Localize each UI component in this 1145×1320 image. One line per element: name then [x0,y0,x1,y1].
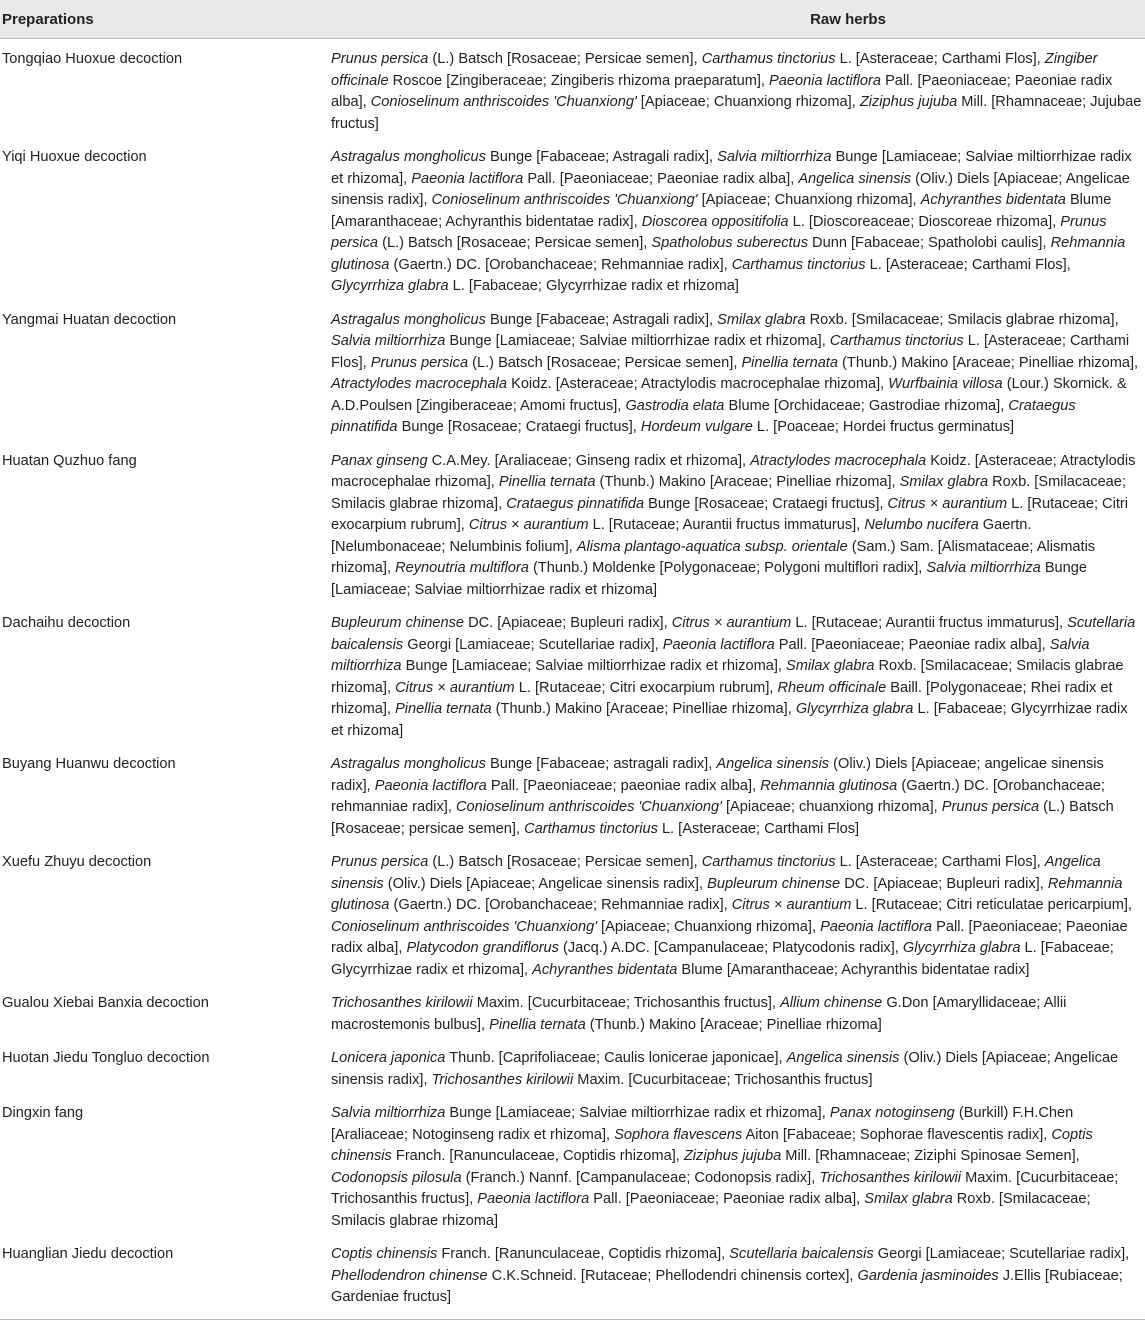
header-raw-herbs: Raw herbs [331,0,1145,39]
herb-details: DC. [Apiaceae; Bupleuri radix], [464,615,672,631]
raw-herbs-cell [331,1234,1145,1319]
herb-details: Franch. [Ranunculaceae, Coptidis rhizoma], [391,1148,684,1164]
species-name: Rehmannia glutinosa [760,777,898,794]
species-name: Phellodendron chinense [331,1267,488,1284]
species-name: Astragalus mongholicus [331,149,486,165]
herb-details: Blume [Amaranthaceae; Achyranthis bidentatae radix], [331,192,1112,230]
herb-details: J.Ellis [Rubiaceae; Gardeniae fructus] [331,1267,1123,1305]
herb-details: (L.) Batsch [Rosaceae; Persicae semen], [378,235,652,251]
raw-herbs-cell [331,137,1145,300]
table-header-row [0,0,1145,39]
preparation-name: Gualou Xiebai Banxia decoction [2,995,209,1011]
species-name: Scutellaria baicalensis [331,615,1136,653]
raw-herbs-cell [331,603,1145,744]
species-name: Nelumbo nucifera [864,517,979,533]
species-name: Rehmannia glutinosa [331,875,1123,913]
species-name: Salvia miltiorrhiza [331,636,1090,674]
herb-details: Bunge [Lamiaceae; Salviae miltiorrhizae radix et rhizoma] [331,560,1088,598]
herb-details: (Oliv.) Diels [Apiaceae; Angelicae sinensis radix], [331,1050,1119,1088]
species-name: Prunus persica [331,51,429,67]
species-name: Carthamus tinctorius [829,333,964,349]
herb-details: (Oliv.) Diels [Apiaceae; Angelicae sinensis radix], [383,875,708,892]
species-name: Carthamus tinctorius [701,51,836,67]
herb-details: (L.) Batsch [Rosaceae; Persicae semen], [428,854,702,870]
herb-details: L. [Fabaceae; Glycyrrhizae radix et rhizoma] [331,701,1128,739]
species-name: Sophora flavescens [614,1126,743,1143]
species-name: Astragalus mongholicus [331,311,486,328]
herb-details: L. [Asteraceae; Carthami Flos], [835,854,1045,870]
herb-details: Pall. [Paeoniaceae; Paeoniae radix alba], [331,918,1128,956]
herb-details: Maxim. [Cucurbitaceae; Trichosanthis fructus] [573,1071,873,1088]
species-name: Paeonia lactiflora [820,918,933,935]
species-name: Codonopsis pilosula [331,1169,462,1186]
herb-details: L. [Fabaceae; Glycyrrhizae radix et rhizoma], [331,940,1114,978]
preparation-name: Yiqi Huoxue decoction [2,149,147,165]
herb-details: L. [Asteraceae; Carthami Flos], [835,51,1045,67]
table-row [0,441,1145,604]
herb-details: C.K.Schneid. [Rutaceae; Phellodendri chinensis cortex], [487,1267,858,1284]
species-name: Conioselinum anthriscoides 'Chuanxiong' [370,94,637,110]
herb-details: (Oliv.) Diels [Apiaceae; Angelicae sinensis radix], [331,170,1130,208]
herb-details: Pall. [Paeoniaceae; Paeoniae radix alba], [523,170,799,187]
raw-herbs-cell [331,744,1145,842]
preparation-name: Tongqiao Huoxue decoction [2,51,183,67]
herb-details: Roxb. [Smilacaceae; Smilacis glabrae rhizoma] [331,1191,1091,1229]
herb-details: (Thunb.) Makino [Araceae; Pinelliae rhizoma], [491,701,796,717]
raw-herbs-cell [331,842,1145,983]
herb-details: L. [Asteraceae; Carthami Flos] [657,820,860,837]
herb-details: Bunge [Fabaceae; astragali radix], [485,756,717,772]
species-name: Bupleurum chinense [707,875,841,892]
herb-details: Maxim. [Cucurbitaceae; Trichosanthis fructus], [472,995,781,1011]
herb-details: Baill. [Polygonaceae; Rhei radix et rhizoma], [331,679,1113,717]
table-row [0,603,1145,744]
herb-details: Pall. [Paeoniaceae; Paeoniae radix alba], [331,72,1113,110]
species-name: Trichosanthes kirilowii [431,1071,574,1088]
herb-details: (Franch.) Nannf. [Campanulaceae; Codonopsis radix], [461,1169,820,1186]
herb-details: C.A.Mey. [Araliaceae; Ginseng radix et rhizoma], [427,452,751,469]
herb-details: (Oliv.) Diels [Apiaceae; angelicae sinensis radix], [331,756,1104,794]
species-name: Gardenia jasminoides [857,1267,999,1284]
species-name: Atractylodes macrocephala [750,452,927,469]
species-name: Prunus persica [331,854,429,870]
species-name: Citrus × aurantium [395,679,515,696]
species-name: Glycyrrhiza glabra [902,940,1021,956]
species-name: Ziziphus jujuba [859,94,958,110]
herb-details: Bunge [Lamiaceae; Salviae miltiorrhizae radix et rhizoma], [401,658,787,674]
herb-details: Mill. [Rhamnaceae; Ziziphi Spinosae Semen], [781,1148,1080,1164]
species-name: Salvia miltiorrhiza [331,1105,446,1121]
species-name: Panax ginseng [331,452,428,469]
table-row [0,1093,1145,1234]
species-name: Coptis chinensis [331,1246,438,1262]
herb-details: [Apiaceae; Chuanxiong rhizoma], [697,192,921,208]
herb-details: Pall. [Paeoniaceae; Paeoniae radix alba], [589,1191,865,1207]
herb-details: (Thunb.) Makino [Araceae; Pinelliae rhizoma] [585,1016,882,1033]
herb-details: Bunge [Lamiaceae; Salviae miltiorrhizae radix et rhizoma], [445,333,830,349]
herb-details: Roxb. [Smilacaceae; Smilacis glabrae rhizoma], [805,311,1119,328]
species-name: Prunus persica [941,799,1040,815]
herb-details: [Apiaceae; Chuanxiong rhizoma], [636,94,860,110]
species-name: Conioselinum anthriscoides 'Chuanxiong' [455,799,722,815]
herb-details: (Thunb.) Moldenke [Polygonaceae; Polygoni multiflori radix], [528,560,927,576]
table-row [0,744,1145,842]
herb-details: Bunge [Lamiaceae; Salviae miltiorrhizae radix et rhizoma], [445,1105,830,1121]
species-name: Paeonia lactiflora [769,72,882,89]
herb-details: Georgi [Lamiaceae; Scutellariae radix], [403,636,663,653]
species-name: Citrus × aurantium [731,897,852,913]
herb-details: (Gaertn.) DC. [Orobanchaceae; Rehmanniae radix], [389,256,732,273]
raw-herbs-cell [331,441,1145,604]
herb-details: L. [Rutaceae; Citri exocarpium rubrum], [514,679,778,696]
herb-details: Franch. [Ranunculaceae, Coptidis rhizoma], [437,1246,730,1262]
herb-details: Dunn [Fabaceae; Spatholobi caulis], [808,235,1051,251]
herb-details: Roxb. [Smilacaceae; Smilacis glabrae rhizoma], [331,474,1126,512]
species-name: Paeonia lactiflora [662,636,775,653]
raw-herbs-cell [331,983,1145,1038]
herb-details: L. [Rutaceae; Citri exocarpium rubrum], [331,495,1128,533]
preparation-name: Dingxin fang [2,1105,84,1121]
species-name: Astragalus mongholicus [331,756,486,772]
species-name: Dioscorea oppositifolia [641,213,789,230]
species-name: Salvia miltiorrhiza [331,333,446,349]
herb-details: G.Don [Amaryllidaceae; Allii macrostemonis bulbus], [331,995,1067,1033]
herb-details: L. [Rutaceae; Aurantii fructus immaturus], [791,615,1068,631]
species-name: Paeonia lactiflora [477,1191,590,1207]
species-name: Carthamus tinctorius [524,820,658,837]
herb-details: Mill. [Rhamnaceae; Jujubae fructus] [331,94,1142,132]
table-row [0,39,1145,138]
herb-details: L. [Rutaceae; Aurantii fructus immaturus], [588,517,865,533]
species-name: Glycyrrhiza glabra [795,701,914,717]
table-row [0,300,1145,441]
species-name: Conioselinum anthriscoides 'Chuanxiong' [431,192,698,208]
species-name: Coptis chinensis [331,1126,1093,1164]
herb-details: Roxb. [Smilacaceae; Smilacis glabrae rhizoma], [331,658,1124,696]
table-row [0,1038,1145,1093]
herb-details: Aiton [Fabaceae; Sophorae flavescentis radix], [742,1126,1052,1143]
species-name: Carthamus tinctorius [701,854,836,870]
species-name: Pinellia ternata [498,474,596,490]
herb-details: Maxim. [Cucurbitaceae; Trichosanthis fructus], [331,1169,1119,1207]
herb-details: [Apiaceae; chuanxiong rhizoma], [721,799,942,815]
table-row [0,842,1145,983]
herb-details: (Burkill) F.H.Chen [Araliaceae; Notoginseng radix et rhizoma], [331,1105,1074,1143]
herb-details: L. [Asteraceae; Carthami Flos], [865,256,1071,273]
herb-details: L. [Fabaceae; Glycyrrhizae radix et rhizoma] [448,278,739,294]
species-name: Trichosanthes kirilowii [819,1169,962,1186]
species-name: Spatholobus suberectus [651,235,808,251]
species-name: Reynoutria multiflora [395,560,529,576]
herb-details: (Jacq.) A.DC. [Campanulaceae; Platycodonis radix], [558,940,903,956]
herb-details: (Sam.) Sam. [Alismataceae; Alismatis rhizoma], [331,538,1096,576]
herb-details: (Lour.) Skornick. & A.D.Poulsen [Zingiberaceae; Amomi fructus], [331,376,1127,414]
species-name: Angelica sinensis [798,170,912,187]
species-name: Rehmannia glutinosa [331,235,1126,273]
table-row [0,1234,1145,1319]
species-name: Trichosanthes kirilowii [331,995,473,1011]
preparation-name: Huanglian Jiedu decoction [0,1234,331,1319]
preparation-name: Huatan Quzhuo fang [2,452,137,469]
raw-herbs-cell [331,39,1145,138]
species-name: Citrus × aurantium [887,495,1008,512]
herb-details: Bunge [Lamiaceae; Salviae miltiorrhizae radix et rhizoma], [331,149,1132,187]
species-name: Conioselinum anthriscoides 'Chuanxiong' [331,918,597,935]
preparation-name: Buyang Huanwu decoction [2,756,176,772]
species-name: Citrus × aurantium [671,615,792,631]
herb-details: (Gaertn.) DC. [Orobanchaceae; rehmanniae radix], [331,777,1105,815]
species-name: Smilax glabra [864,1191,953,1207]
herb-details: Bunge [Rosaceae; Crataegi fructus], [397,419,641,435]
preparation-name: Dachaihu decoction [2,615,131,631]
species-name: Carthamus tinctorius [731,256,866,273]
species-name: Pinellia ternata [489,1016,586,1033]
species-name: Alisma plantago-aquatica subsp. orientale [576,538,848,555]
species-name: Pinellia ternata [395,701,492,717]
species-name: Smilax glabra [786,658,875,674]
herb-details: Blume [Amaranthaceae; Achyranthis bidentatae radix] [677,961,1030,978]
preparation-name: Huotan Jiedu Tongluo decoction [2,1050,210,1066]
herb-details: Gaertn. [Nelumbonaceae; Nelumbinis folium], [331,517,1032,555]
species-name: Pinellia ternata [741,354,838,371]
herb-details: Koidz. [Asteraceae; Atractylodis macrocephalae rhizoma], [331,452,1136,490]
species-name: Salvia miltiorrhiza [717,149,832,165]
species-name: Angelica sinensis [331,854,1101,892]
herb-details: DC. [Apiaceae; Bupleuri radix], [840,875,1048,892]
table-row [0,137,1145,300]
species-name: Smilax glabra [899,474,989,490]
raw-herbs-cell [331,1038,1145,1093]
species-name: Paeonia lactiflora [411,170,524,187]
herb-details: Georgi [Lamiaceae; Scutellariae radix], [873,1246,1130,1262]
herb-details: (Thunb.) Makino [Araceae; Pinelliae rhizoma], [595,474,900,490]
herb-details: L. [Poaceae; Hordei fructus germinatus] [752,419,1015,435]
herb-details: (Gaertn.) DC. [Orobanchaceae; Rehmanniae radix], [389,897,732,913]
herb-details: (L.) Batsch [Rosaceae; Persicae semen], [428,51,702,67]
species-name: Citrus × aurantium [468,517,589,533]
species-name: Ziziphus jujuba [683,1148,782,1164]
species-name: Crataegus pinnatifida [331,397,1076,435]
preparation-name: Xuefu Zhuyu decoction [2,854,152,870]
species-name: Paeonia lactiflora [374,777,487,794]
herb-details: Bunge [Fabaceae; Astragali radix], [485,311,718,328]
herb-details: Blume [Orchidaceae; Gastrodiae rhizoma], [724,397,1009,414]
raw-herbs-cell [331,300,1145,441]
preparation-name: Yangmai Huatan decoction [2,311,177,328]
species-name: Lonicera japonica [331,1050,446,1066]
raw-herbs-cell [331,1093,1145,1234]
herb-details: L. [Rutaceae; Citri reticulatae pericarpium], [851,897,1133,913]
herb-details: Bunge [Fabaceae; Astragali radix], [485,149,718,165]
species-name: Allium chinense [780,995,883,1011]
species-name: Platycodon grandiflorus [406,940,559,956]
species-name: Achyranthes bidentata [532,961,678,978]
herb-details: Pall. [Paeoniaceae; paeoniae radix alba], [486,777,761,794]
herb-details: (L.) Batsch [Rosaceae; Persicae semen], [468,354,742,371]
herb-details: Roscoe [Zingiberaceae; Zingiberis rhizoma praeparatum], [388,72,770,89]
species-name: Rheum officinale [777,679,887,696]
species-name: Angelica sinensis [786,1050,900,1066]
header-preparations: Preparations [0,0,331,39]
herb-details: Thunb. [Caprifoliaceae; Caulis lonicerae japonicae], [445,1050,787,1066]
species-name: Scutellaria baicalensis [729,1246,874,1262]
species-name: Wurfbainia villosa [888,376,1003,392]
species-name: Bupleurum chinense [331,615,465,631]
herb-details: Bunge [Rosaceae; Crataegi fructus], [644,495,888,512]
species-name: Hordeum vulgare [640,419,753,435]
species-name: Atractylodes macrocephala [331,376,508,392]
table-row [0,983,1145,1038]
species-name: Gastrodia elata [625,397,725,414]
species-name: Smilax glabra [717,311,806,328]
species-name: Prunus persica [331,213,1107,251]
species-name: Achyranthes bidentata [920,192,1066,208]
herb-details: (Thunb.) Makino [Araceae; Pinelliae rhizoma], [837,354,1139,371]
species-name: Panax notoginseng [829,1105,955,1121]
species-name: Salvia miltiorrhiza [926,560,1041,576]
species-name: Glycyrrhiza glabra [331,278,449,294]
species-name: Prunus persica [370,354,469,371]
herb-details: L. [Asteraceae; Carthami Flos], [331,333,1130,371]
table-body [0,39,1145,1320]
species-name: Angelica sinensis [716,756,830,772]
herb-details: Koidz. [Asteraceae; Atractylodis macrocephalae rhizoma], [507,376,889,392]
herb-details: (L.) Batsch [Rosaceae; persicae semen], [331,799,1114,837]
herb-details: L. [Dioscoreaceae; Dioscoreae rhizoma], [788,213,1061,230]
herb-details: Pall. [Paeoniaceae; Paeoniae radix alba], [774,636,1050,653]
species-name: Zingiber officinale [331,51,1098,89]
species-name: Crataegus pinnatifida [506,495,645,512]
herb-details: [Apiaceae; Chuanxiong rhizoma], [596,918,821,935]
